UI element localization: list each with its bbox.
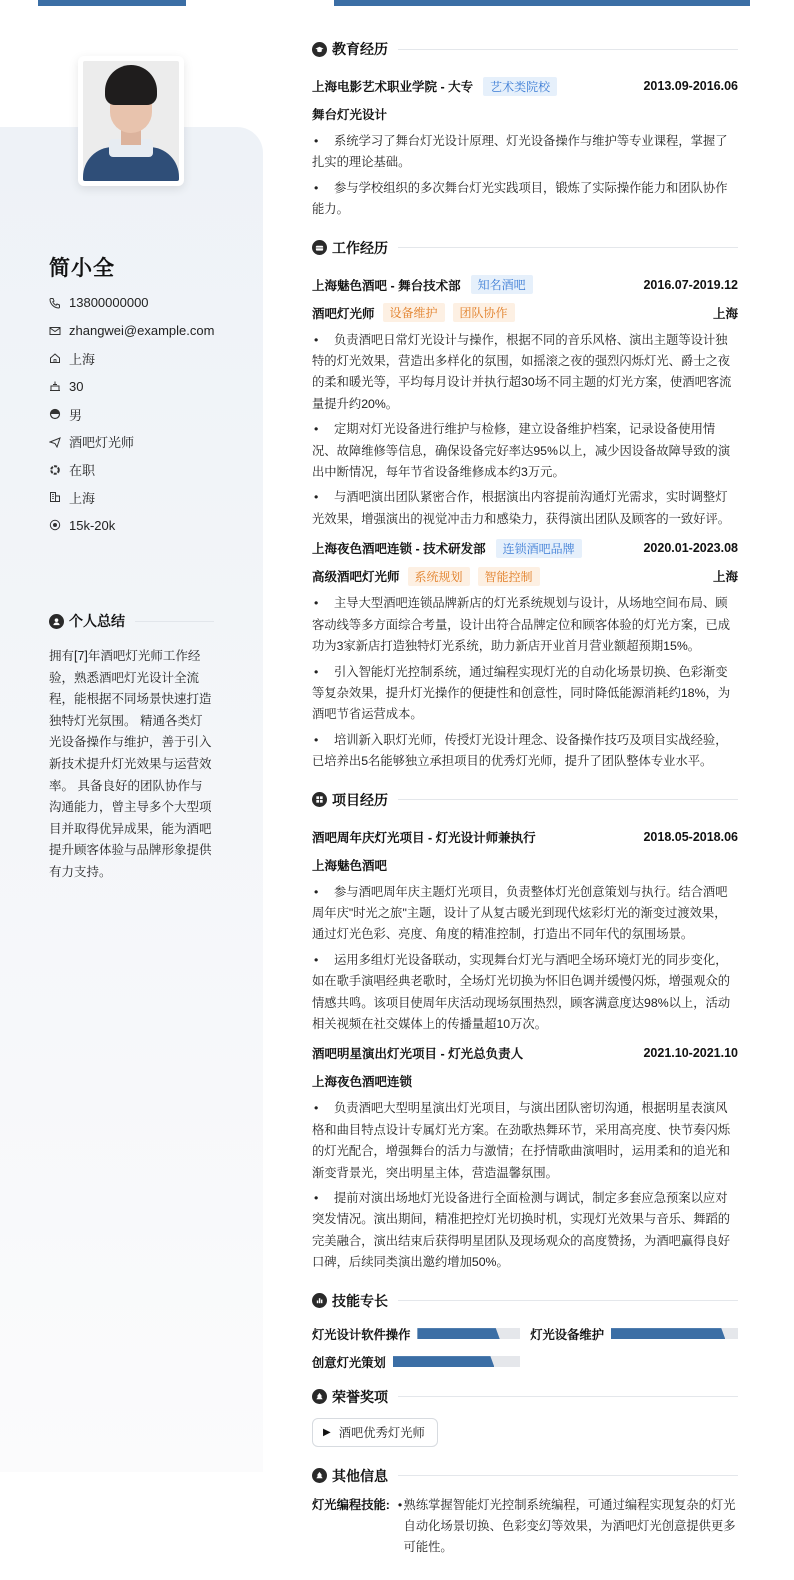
list-item: • 定期对灯光设备进行维护与检修，建立设备维护档案，记录设备使用情况、故障维修等信息，确保设备完好率达95%以上，减少因设备故障导致的演出中断情况，每年节省设备维修成本约3万元。 <box>312 419 738 483</box>
work-date: 2016.07-2019.12 <box>643 277 738 292</box>
list-item: • 系统学习了舞台灯光设计原理、灯光设备操作与维护等专业课程，掌握了扎实的理论基础。 <box>312 131 738 174</box>
other-info-key: 灯光编程技能: <box>312 1497 390 1512</box>
main-content <box>312 36 738 1559</box>
play-icon: ▶ <box>323 1426 331 1438</box>
skill-item: 灯光设备维护 <box>530 1325 738 1343</box>
graduation-cap-icon <box>312 42 327 57</box>
list-item: • 负责酒吧大型明星演出灯光项目，与演出团队密切沟通，根据明星表演风格和曲目特点设计专属灯光方案。在劲歌热舞环节，采用高亮度、快节奏闪烁的灯光配合，增强舞台的活力与激情；在抒情歌曲演唱时，运用柔和的追光和渐变背景光，突出明星主体，营造温馨氛围。 <box>312 1098 738 1184</box>
skill-bar-fill <box>393 1356 495 1367</box>
info-gender: 男 <box>49 400 214 428</box>
grid-icon <box>312 792 327 807</box>
company-name: 上海魅色酒吧 - 舞台技术部 <box>312 278 461 293</box>
info-location: 上海 <box>49 345 214 373</box>
briefcase-icon <box>312 240 327 255</box>
profile-photo <box>83 61 179 181</box>
company-tag: 连锁酒吧品牌 <box>496 539 582 558</box>
work-entry <box>312 534 738 772</box>
work-section-title: 工作经历 <box>312 235 738 261</box>
company-name: 上海夜色酒吧连锁 - 技术研发部 <box>312 542 486 557</box>
info-city: 上海 <box>49 484 214 512</box>
salary-icon <box>49 519 61 531</box>
work-city: 上海 <box>712 570 738 585</box>
status-icon <box>49 464 61 476</box>
job-role: 高级酒吧灯光师 <box>312 570 400 585</box>
contact-info-list <box>49 289 214 539</box>
list-item: • 培训新入职灯光师，传授灯光设计理念、设备操作技巧及项目实战经验，已培养出5名能够独立承担项目的优秀灯光师，提升了团队整体专业水平。 <box>312 730 738 773</box>
work-date: 2020.01-2023.08 <box>643 541 738 556</box>
skill-tag: 团队协作 <box>453 303 515 322</box>
skill-bar-fill <box>417 1328 499 1339</box>
skill-bar <box>393 1356 520 1367</box>
mail-icon <box>49 325 61 337</box>
education-date: 2013.09-2016.06 <box>643 79 738 93</box>
other-info-item: 灯光编程技能: • 熟练掌握智能灯光控制系统编程，可通过编程实现复杂的灯光自动化场景切换、色彩变幻等效果，为酒吧灯光创意提供更多可能性。 <box>312 1495 738 1559</box>
skill-bar <box>417 1328 520 1339</box>
award-icon <box>312 1389 327 1404</box>
list-item: • 负责酒吧日常灯光设计与操作，根据不同的音乐风格、演出主题等设计独特的灯光效果，营造出多样化的氛围，如摇滚之夜的强烈闪烁灯光、爵士之夜的柔和暖光等，平均每月设计并执行超30场不同主题的灯光方案，使酒吧客流量提升约20%。 <box>312 330 738 416</box>
skills-list <box>312 1320 738 1376</box>
project-org: 上海魅色酒吧 <box>312 858 388 873</box>
bar-chart-icon <box>312 1293 327 1308</box>
list-item: • 参与学校组织的多次舞台灯光实践项目，锻炼了实际操作能力和团队协作能力。 <box>312 178 738 221</box>
project-date: 2021.10-2021.10 <box>643 1046 738 1061</box>
info-phone: 13800000000 <box>49 289 214 317</box>
accent-bar-right <box>334 0 750 6</box>
info-email: zhangwei@example.com <box>49 317 214 345</box>
user-icon <box>49 614 64 629</box>
avatar <box>78 56 184 186</box>
project-entry <box>312 1039 738 1273</box>
skill-tag: 智能控制 <box>478 567 540 586</box>
home-icon <box>49 352 61 364</box>
other-info-value: 熟练掌握智能灯光控制系统编程，可通过编程实现复杂的灯光自动化场景切换、色彩变幻等效果，为酒吧灯光创意提供更多可能性。 <box>403 1497 736 1555</box>
summary-section-title: 个人总结 <box>49 611 214 631</box>
info-salary: 15k-20k <box>49 511 214 539</box>
major: 舞台灯光设计 <box>312 108 388 122</box>
info-position: 酒吧灯光师 <box>49 428 214 456</box>
list-item: • 引入智能灯光控制系统，通过编程实现灯光的自动化场景切换、色彩渐变等复杂效果，提升灯光操作的便捷性和创意性，同时降低能源消耗约18%，为酒吧节省运营成本。 <box>312 662 738 726</box>
skill-item: 灯光设计软件操作 <box>312 1325 530 1343</box>
skill-tag: 系统规划 <box>408 567 470 586</box>
skill-bar-fill <box>611 1328 725 1339</box>
summary-text: 拥有[7]年酒吧灯光师工作经验，熟悉酒吧灯光设计全流程，能根据不同场景快速打造独特灯光氛围。 精通各类灯光设备操作与维护，善于引入新技术提升灯光效果与运营效率。 具备良好的团队协作与沟通能力，曾主导多个大型项目并取得优异成果，能为酒吧提升顾客体验与品牌形象提供有力支持。 <box>49 649 212 879</box>
building-icon <box>49 491 61 503</box>
education-entry <box>312 72 738 221</box>
list-item: • 与酒吧演出团队紧密合作，根据演出内容提前沟通灯光需求，实时调整灯光效果，增强演出的视觉冲击力和感染力，获得演出团队及顾客的一致好评。 <box>312 487 738 530</box>
awards-section-title: 荣誉奖项 <box>312 1384 738 1410</box>
list-item: • 主导大型酒吧连锁品牌新店的灯光系统规划与设计，从场地空间布局、顾客动线等多方面综合考量，设计出符合品牌定位和顾客体验的灯光方案，已成功为3家新店打造独特灯光系统，助力新店开业首月营业额超预期15%。 <box>312 593 738 657</box>
project-name: 酒吧周年庆灯光项目 - 灯光设计师兼执行 <box>312 830 536 845</box>
education-section-title: 教育经历 <box>312 36 738 62</box>
school-name: 上海电影艺术职业学院 - 大专 <box>312 80 474 94</box>
work-entry <box>312 271 738 531</box>
info-status: 在职 <box>49 456 214 484</box>
list-item: • 提前对演出场地灯光设备进行全面检测与调试，制定多套应急预案以应对突发情况。演出期间，精准把控灯光切换时机，实现灯光效果与音乐、舞蹈的完美融合，演出结束后获得明星团队及现场观众的高度赞扬，为酒吧赢得良好口碑，后续同类演出邀约增加50%。 <box>312 1188 738 1274</box>
project-entry <box>312 823 738 1036</box>
skill-tag: 设备维护 <box>383 303 445 322</box>
phone-icon <box>49 297 61 309</box>
skill-bar <box>611 1328 738 1339</box>
other-section-title: 其他信息 <box>312 1463 738 1489</box>
project-name: 酒吧明星演出灯光项目 - 灯光总负责人 <box>312 1047 524 1062</box>
info-age: 30 <box>49 372 214 400</box>
send-icon <box>49 436 61 448</box>
job-role: 酒吧灯光师 <box>312 306 375 321</box>
projects-section-title: 项目经历 <box>312 787 738 813</box>
accent-bar-left <box>38 0 186 6</box>
award-chip: ▶ 酒吧优秀灯光师 <box>312 1418 438 1447</box>
skill-item: 创意灯光策划 <box>312 1353 520 1371</box>
list-item: • 运用多组灯光设备联动，实现舞台灯光与酒吧全场环境灯光的同步变化，如在歌手演唱经典老歌时，全场灯光切换为怀旧色调并缓慢闪烁，增强观众的情感共鸣。该项目使周年庆活动现场氛围热烈，顾客满意度达98%以上，活动相关视频在社交媒体上的传播量超10万次。 <box>312 950 738 1036</box>
gender-icon <box>49 408 61 420</box>
company-tag: 知名酒吧 <box>471 275 533 294</box>
skills-section-title: 技能专长 <box>312 1288 738 1314</box>
candidate-name: 简小全 <box>49 257 115 280</box>
list-item: • 参与酒吧周年庆主题灯光项目，负责整体灯光创意策划与执行。结合酒吧周年庆"时光之旅"主题，设计了从复古暖光到现代炫彩灯光的渐变过渡效果，通过灯光色彩、亮度、角度的精准控制，打造出不同年代的氛围场景。 <box>312 882 738 946</box>
cake-icon <box>49 380 61 392</box>
tree-icon <box>312 1468 327 1483</box>
school-tag: 艺术类院校 <box>483 77 557 96</box>
work-city: 上海 <box>712 306 738 321</box>
project-org: 上海夜色酒吧连锁 <box>312 1075 413 1090</box>
project-date: 2018.05-2018.06 <box>643 829 738 844</box>
